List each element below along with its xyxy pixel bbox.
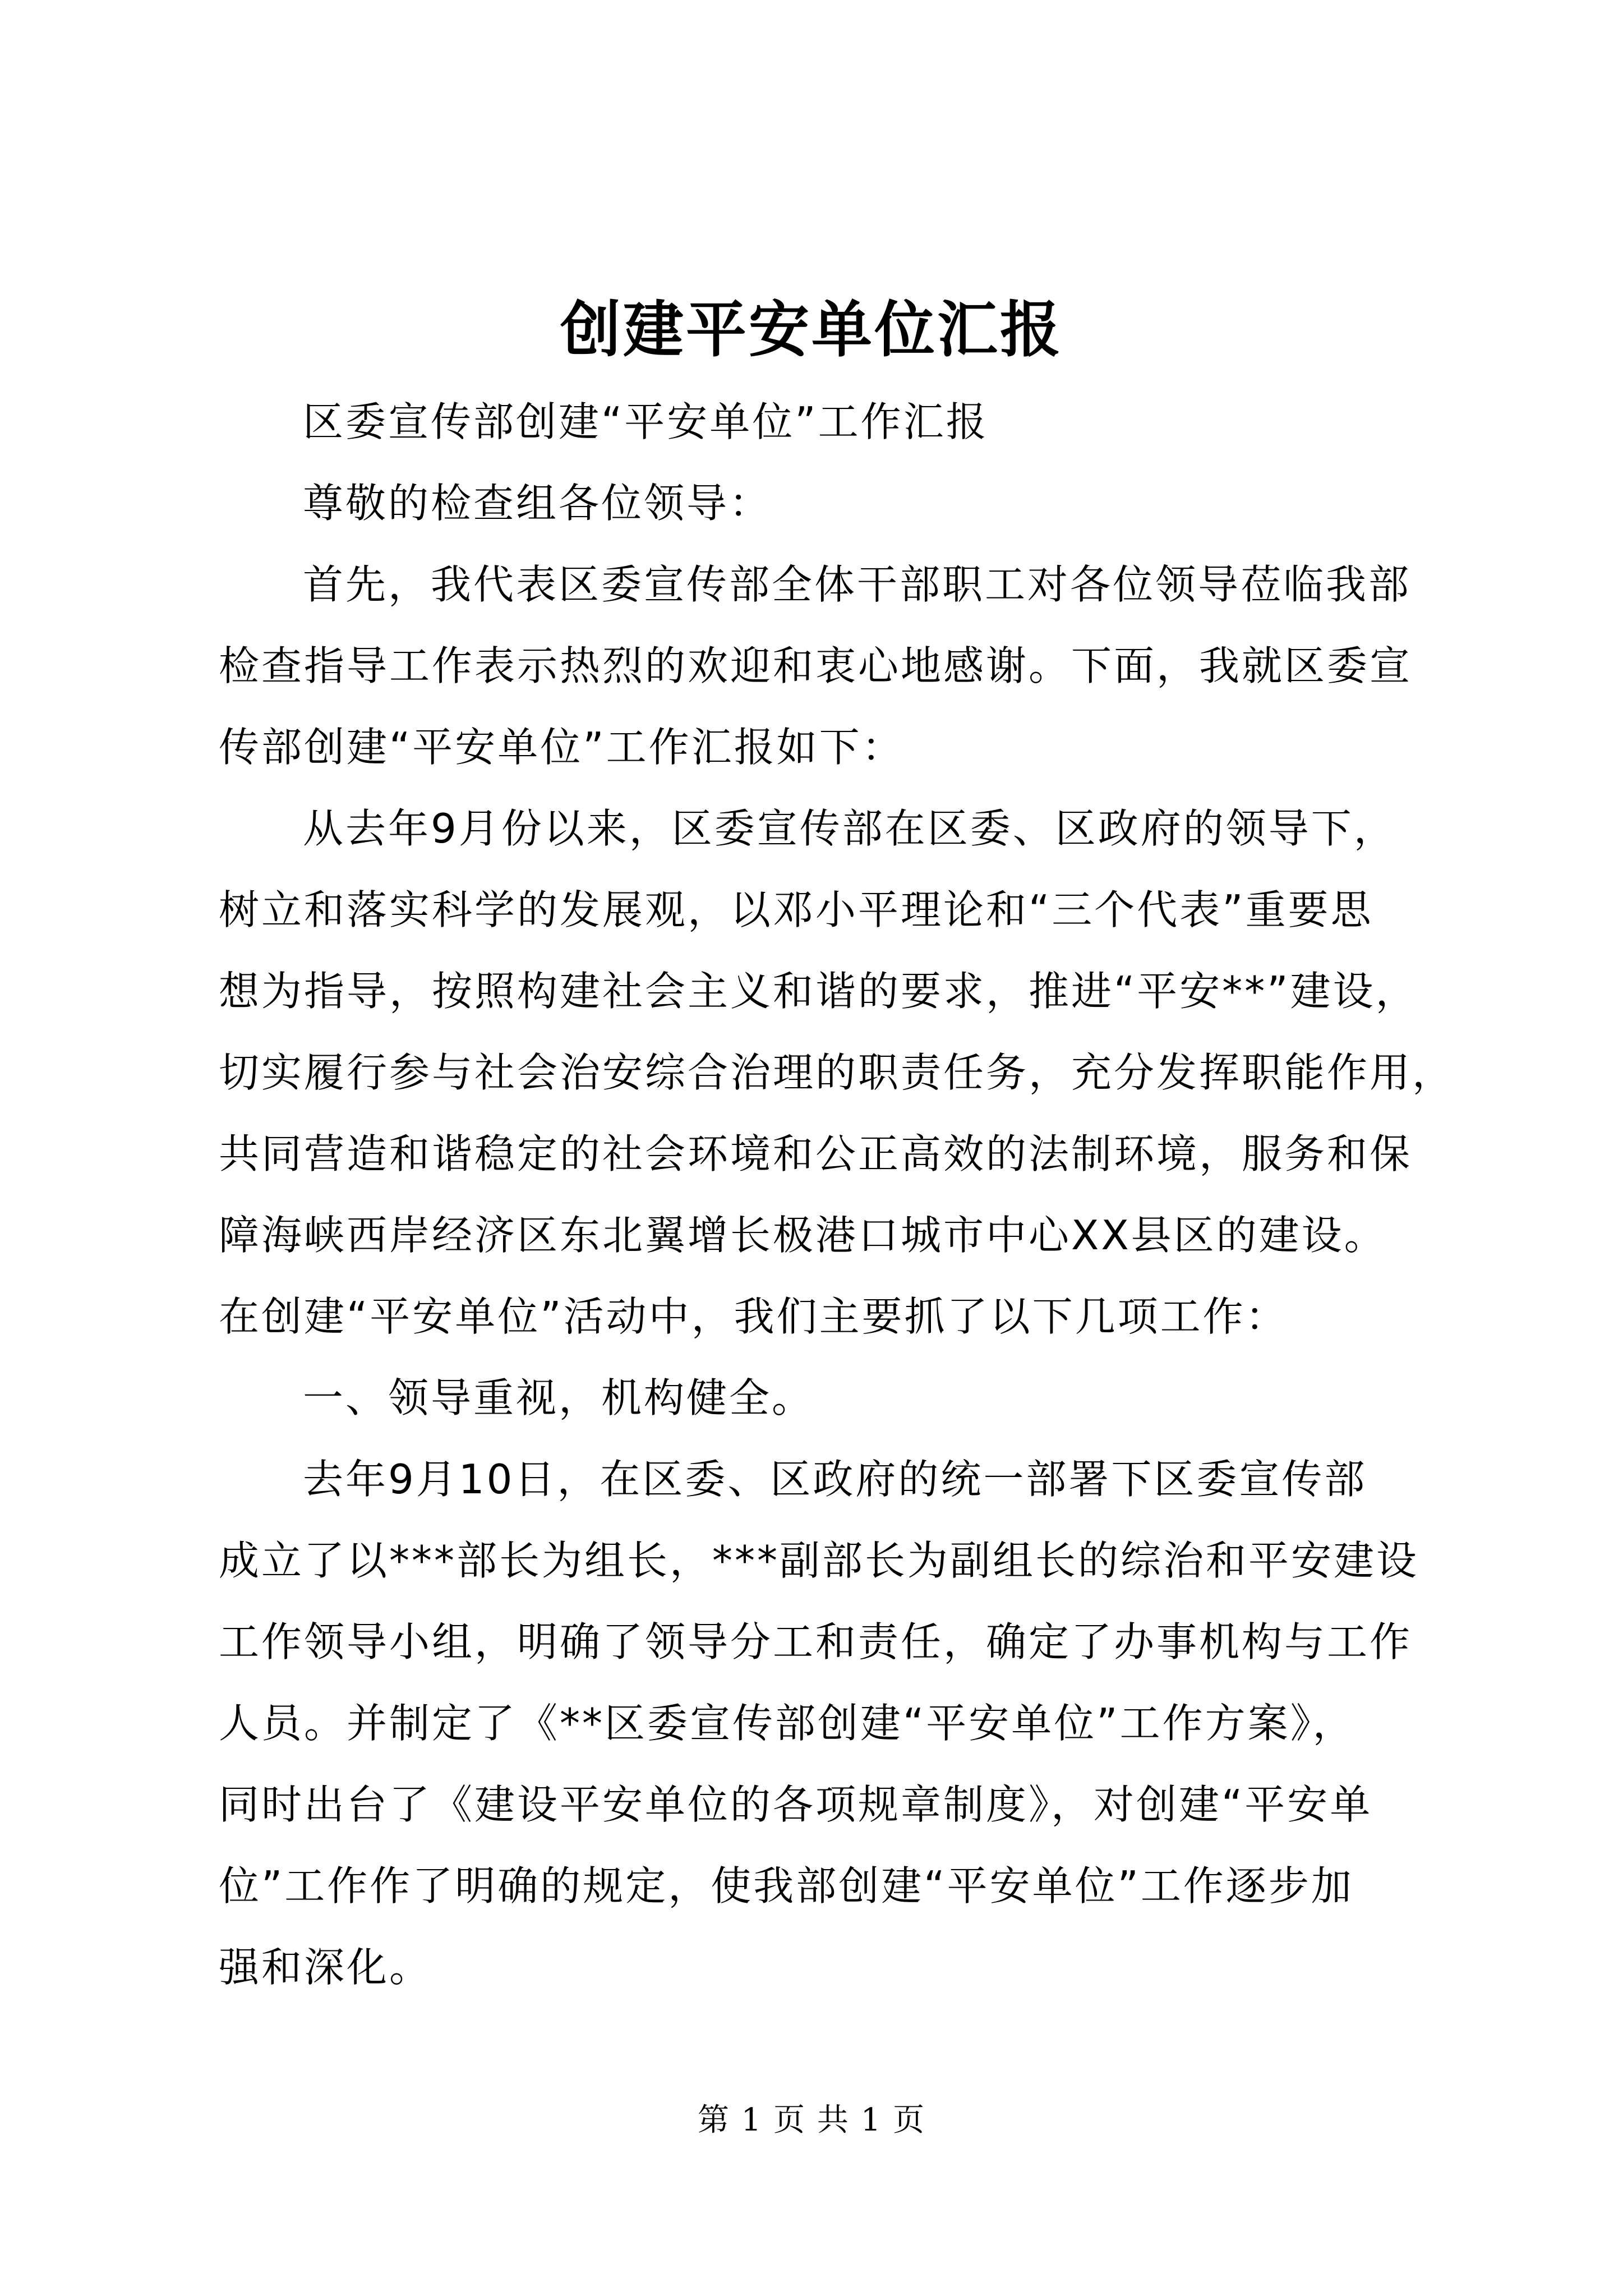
- paragraph-line: 切实履行参与社会治安综合治理的职责任务，充分发挥职能作用，: [219, 1049, 1455, 1096]
- document-title: 创建平安单位汇报: [560, 295, 1063, 365]
- paragraph-line: 首先，我代表区委宣传部全体干部职工对各位领导莅临我部: [303, 561, 1412, 608]
- paragraph-line: 成立了以***部长为组长，***副部长为副组长的综治和平安建设: [219, 1537, 1419, 1584]
- section-heading: 一、领导重视，机构健全。: [303, 1374, 815, 1421]
- paragraph-line: 在创建“平安单位”活动中，我们主要抓了以下几项工作：: [219, 1293, 1288, 1340]
- paragraph-line: 位”工作作了明确的规定，使我部创建“平安单位”工作逐步加: [219, 1862, 1354, 1910]
- paragraph-line: 去年9月10日，在区委、区政府的统一部署下区委宣传部: [303, 1456, 1367, 1503]
- page-footer: 第 1 页 共 1 页: [697, 2102, 926, 2138]
- paragraph-line: 障海峡西岸经济区东北翼增长极港口城市中心XX县区的建设。: [219, 1212, 1387, 1259]
- paragraph-line: 同时出台了《建设平安单位的各项规章制度》，对创建“平安单: [219, 1781, 1373, 1828]
- paragraph-line: 人员。并制定了《**区委宣传部创建“平安单位”工作方案》，: [219, 1700, 1355, 1747]
- paragraph-line: 强和深化。: [219, 1944, 432, 1991]
- paragraph-line: 传部创建“平安单位”工作汇报如下：: [219, 724, 905, 771]
- subtitle-line: 区委宣传部创建“平安单位”工作汇报: [303, 398, 989, 445]
- paragraph-line: 树立和落实科学的发展观，以邓小平理论和“三个代表”重要思: [219, 886, 1373, 933]
- paragraph-line: 工作领导小组，明确了领导分工和责任，确定了办事机构与工作: [219, 1618, 1413, 1665]
- paragraph-line: 从去年9月份以来，区委宣传部在区委、区政府的领导下，: [303, 805, 1396, 852]
- paragraph-line: 想为指导，按照构建社会主义和谐的要求，推进“平安**”建设，: [219, 968, 1418, 1015]
- paragraph-line: 检查指导工作表示热烈的欢迎和衷心地感谢。下面，我就区委宣: [219, 642, 1413, 689]
- salutation-line: 尊敬的检查组各位领导：: [303, 480, 772, 527]
- paragraph-line: 共同营造和谐稳定的社会环境和公正高效的法制环境，服务和保: [219, 1130, 1413, 1177]
